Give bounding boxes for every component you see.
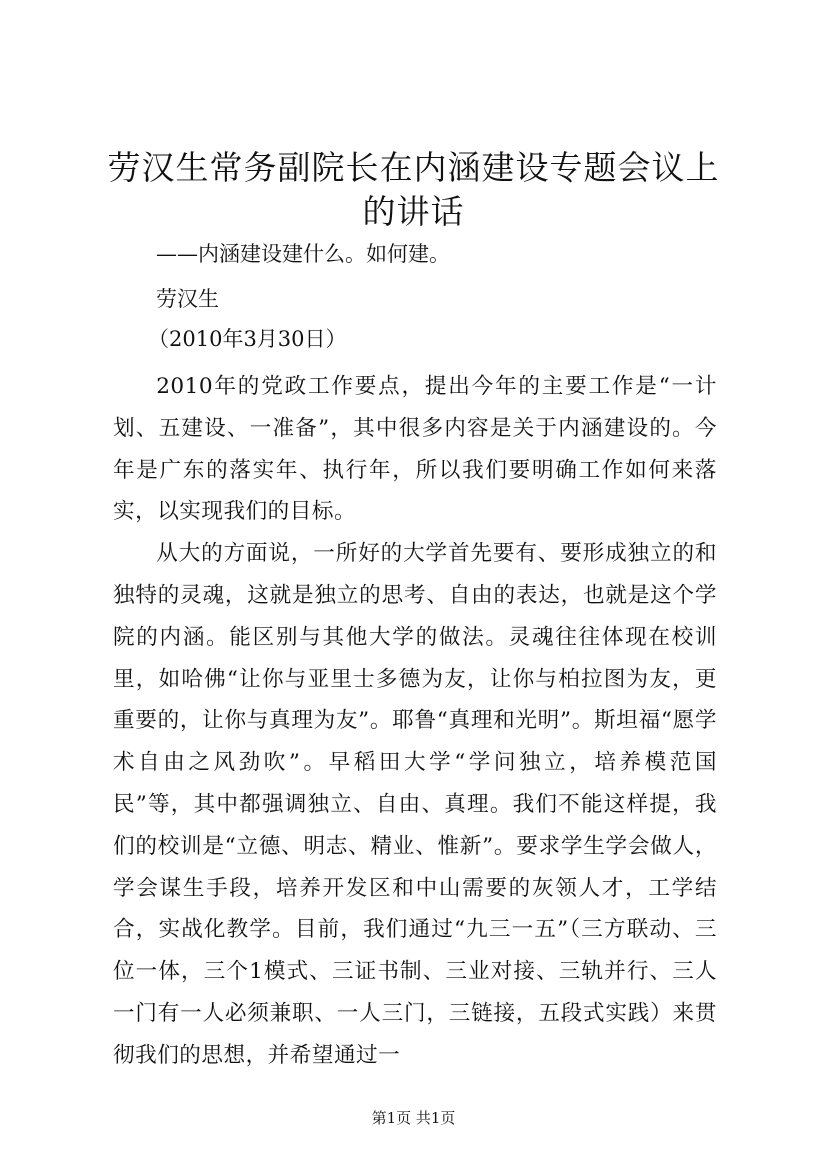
page-footer: 第1页 共1页 bbox=[371, 1109, 456, 1127]
body-paragraph: 从大的方面说，一所好的大学首先要有、要形成独立的和独特的灵魂，这就是独立的思考、自由的表达，也就是这个学院的内涵。能区别与其他大学的做法。灵魂往往体现在校训里，如哈佛“让你与亚里士多德为友，让你与柏拉图为友，更重要的，让你与真理为友”。耶鲁“真理和光明”。斯坦福“愿学术自由之风劲吹”。早稻田大学“学问独立，培养模范国民”等，其中都强调独立、自由、真理。我们不能这样提，我们的校训是“立德、明志、精业、惟新”。要求学生学会做人，学会谋生手段，培养开发区和中山需要的灰领人才，工学结合，实战化教学。目前，我们通过“九三一五”（三方联动、三位一体，三个1模式、三证书制、三业对接、三轨并行、三人一门有一人必须兼职、一人三门，三链接，五段式实践）来贯彻我们的思想，并希望通过一 bbox=[113, 541, 717, 1068]
document-title: 劳汉生常务副院长在内涵建设专题会议上的讲话 bbox=[107, 148, 720, 231]
document-body bbox=[113, 366, 717, 1077]
document-date: （2010年3月30日） bbox=[148, 327, 347, 351]
body-paragraph: 2010年的党政工作要点，提出今年的主要工作是“一计划、五建设、一准备”，其中很多内容是关于内涵建设的。今年是广东的落实年、执行年，所以我们要明确工作如何来落实，以实现我们的目标。 bbox=[113, 374, 717, 525]
document-author: 劳汉生 bbox=[156, 287, 219, 311]
document-subtitle: ——内涵建设建什么。如何建。 bbox=[156, 242, 450, 266]
